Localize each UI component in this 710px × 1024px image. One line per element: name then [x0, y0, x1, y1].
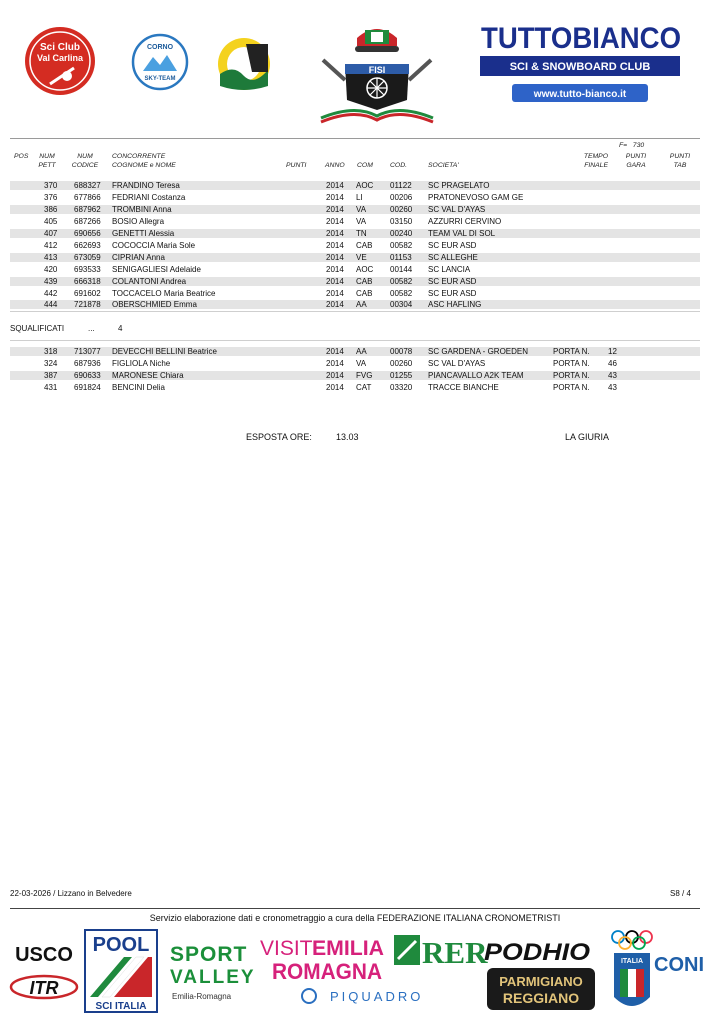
pett: 370 [44, 181, 58, 190]
codice: 690656 [74, 229, 101, 238]
squalificati-label: SQUALIFICATI [10, 324, 65, 333]
porta: 43 [608, 371, 617, 380]
pett: 412 [44, 241, 58, 250]
com: VA [356, 205, 367, 214]
com: CAT [356, 383, 372, 392]
pett: 318 [44, 347, 58, 356]
piquadro-text: PIQUADRO [330, 989, 424, 1004]
val-carlina-line2: Val Carlina [36, 53, 84, 63]
com: AA [356, 300, 367, 309]
itr-text: ITR [29, 978, 59, 998]
cod: 00260 [390, 205, 413, 214]
codice: 690633 [74, 371, 101, 380]
table-row [10, 265, 700, 274]
pool-text: POOL [92, 934, 150, 956]
codice: 662693 [74, 241, 101, 250]
tuttobianco-subtitle: SCI & SNOWBOARD CLUB [509, 61, 651, 73]
motivo: PORTA N. [553, 359, 590, 368]
societa: SC LANCIA [428, 265, 471, 274]
italia-text: ITALIA [620, 958, 644, 965]
visit-text: VISIT [260, 937, 313, 960]
porta: 46 [608, 359, 617, 368]
results-divider [10, 311, 700, 312]
squalificati-count: 4 [118, 324, 123, 333]
romagna-text: ROMAGNA [272, 959, 383, 984]
anno: 2014 [326, 300, 344, 309]
table-row [10, 181, 700, 190]
cod: 00582 [390, 241, 413, 250]
com: LI [356, 193, 363, 202]
col-punti: PUNTI [286, 162, 307, 169]
footer-divider [10, 908, 700, 909]
codice: 673059 [74, 253, 101, 262]
com: CAB [356, 241, 373, 250]
header-logos [0, 0, 710, 130]
tuttobianco-url: www.tutto-bianco.it [533, 89, 627, 100]
sun-mountain-logo [216, 34, 272, 92]
col-punti-tab-l1: PUNTI [669, 153, 691, 160]
nome: FEDRIANI Costanza [112, 193, 186, 202]
pool-sci-italia-logo [84, 929, 158, 1013]
col-num-codice [68, 152, 102, 170]
anno: 2014 [326, 347, 344, 356]
societa: PRATONEVOSO GAM GE [428, 193, 524, 202]
col-tempo-l2: FINALE [584, 162, 608, 169]
col-punti-gara [621, 152, 651, 170]
table-row [10, 359, 700, 368]
la-giuria: LA GIURIA [565, 432, 610, 442]
coni-text: CONI [654, 954, 704, 976]
fisi-label: FISI [368, 65, 386, 75]
sponsor-logos [0, 925, 710, 1024]
anno: 2014 [326, 359, 344, 368]
col-concorrente-l2: COGNOME e NOME [112, 162, 176, 169]
nome: DEVECCHI BELLINI Beatrice [112, 347, 217, 356]
col-anno: ANNO [325, 162, 345, 169]
anno: 2014 [326, 193, 344, 202]
cod: 00304 [390, 300, 413, 309]
pett: 431 [44, 383, 58, 392]
piquadro-logo [300, 987, 480, 1005]
sport-valley-logo [166, 935, 258, 1005]
cod: 01153 [390, 253, 412, 262]
col-societa: SOCIETA' [428, 162, 459, 169]
page-number: S8 / 4 [670, 889, 691, 898]
table-row [10, 289, 700, 298]
val-carlina-line1: Sci Club [39, 42, 81, 53]
pett: 376 [44, 193, 58, 202]
pett: 387 [44, 371, 58, 380]
nome: OBERSCHMIED Emma [112, 300, 197, 309]
societa: SC GARDENA - GROEDEN [428, 347, 529, 356]
table-row [10, 205, 700, 214]
societa: SC EUR ASD [428, 289, 477, 298]
com: TN [356, 229, 367, 238]
podhio-text: PODHIO [484, 939, 591, 966]
cod: 00582 [390, 277, 413, 286]
anno: 2014 [326, 383, 344, 392]
col-com: COM [357, 162, 373, 169]
sport-text: SPORT [170, 943, 248, 966]
col-num-pett-l1: NUM [39, 153, 55, 160]
codice: 687266 [74, 217, 101, 226]
societa: PIANCAVALLO A2K TEAM [428, 371, 524, 380]
cod: 03320 [390, 383, 413, 392]
anno: 2014 [326, 253, 344, 262]
anno: 2014 [326, 229, 344, 238]
com: AA [356, 347, 367, 356]
pett: 444 [44, 300, 58, 309]
porta: 12 [608, 347, 617, 356]
motivo: PORTA N. [553, 371, 590, 380]
pett: 386 [44, 205, 58, 214]
val-carlina-logo [22, 24, 98, 98]
sci-italia-text: SCI ITALIA [95, 1001, 147, 1012]
esposta-time: 13.03 [336, 432, 359, 442]
cod: 00582 [390, 289, 413, 298]
date-place: 22-03-2026 / Lizzano in Belvedere [10, 889, 132, 898]
societa: SC EUR ASD [428, 241, 477, 250]
f-value: 730 [632, 142, 645, 149]
col-tempo [572, 152, 608, 170]
cod: 00144 [390, 265, 413, 274]
fisi-logo [315, 20, 439, 122]
societa: SC VAL D'AYAS [428, 205, 486, 214]
table-row [10, 241, 700, 250]
nome: GENETTI Alessia [112, 229, 175, 238]
com: FVG [356, 371, 373, 380]
table-row [10, 277, 700, 286]
usco-itr-logo [8, 935, 80, 1015]
col-punti-tab [665, 152, 695, 170]
tuttobianco-logo [476, 18, 686, 106]
com: AOC [356, 181, 374, 190]
nome: MARONESE Chiara [112, 371, 184, 380]
anno: 2014 [326, 371, 344, 380]
nome: COCOCCIA Maria Sole [112, 241, 196, 250]
dsq-divider [10, 340, 700, 341]
table-row [10, 193, 700, 202]
nome: CIPRIAN Anna [112, 253, 165, 262]
col-cod: COD. [390, 162, 407, 169]
porta: 43 [608, 383, 617, 392]
com: VA [356, 217, 367, 226]
nome: SENIGAGLIESI Adelaide [112, 265, 201, 274]
squalificati-dots: ... [88, 324, 95, 333]
valley-text: VALLEY [170, 967, 256, 988]
motivo: PORTA N. [553, 347, 590, 356]
societa: AZZURRI CERVINO [428, 217, 502, 226]
nome: COLANTONI Andrea [112, 277, 187, 286]
pett: 405 [44, 217, 58, 226]
anno: 2014 [326, 205, 344, 214]
emilia-text: EMILIA [312, 937, 384, 960]
corno-line1: CORNO [146, 44, 174, 51]
societa: SC ALLEGHE [428, 253, 478, 262]
codice: 666318 [74, 277, 101, 286]
rer-logo [392, 931, 488, 971]
anno: 2014 [326, 277, 344, 286]
pett: 324 [44, 359, 58, 368]
col-punti-tab-l2: TAB [673, 162, 687, 169]
com: VA [356, 359, 367, 368]
cod: 00078 [390, 347, 413, 356]
com: CAB [356, 277, 373, 286]
nome: TROMBINI Anna [112, 205, 172, 214]
codice: 687962 [74, 205, 101, 214]
table-row [10, 229, 700, 238]
col-num-pett [36, 152, 58, 170]
societa: TRACCE BIANCHE [428, 383, 499, 392]
parmigiano-text: PARMIGIANO [499, 974, 583, 989]
cod: 00260 [390, 359, 413, 368]
reggiano-text: REGGIANO [502, 990, 580, 1006]
codice: 693533 [74, 265, 101, 274]
pett: 420 [44, 265, 58, 274]
table-row [10, 300, 700, 309]
codice: 721878 [74, 300, 101, 309]
table-row [10, 371, 700, 380]
col-pos: POS [14, 153, 29, 160]
f-label: F= [619, 142, 628, 149]
pett: 407 [44, 229, 58, 238]
table-row [10, 383, 700, 392]
service-credit: Servizio elaborazione dati e cronometraggio a cura della FEDERAZIONE ITALIANA CRONOMETRISTI [149, 913, 561, 923]
com: VE [356, 253, 367, 262]
col-tempo-l1: TEMPO [583, 153, 608, 160]
cod: 03150 [390, 217, 413, 226]
nome: TOCCACELO Maria Beatrice [112, 289, 216, 298]
pett: 413 [44, 253, 58, 262]
com: CAB [356, 289, 373, 298]
cod: 01122 [390, 181, 412, 190]
com: AOC [356, 265, 374, 274]
codice: 677866 [74, 193, 101, 202]
codice: 691602 [74, 289, 101, 298]
anno: 2014 [326, 181, 344, 190]
codice: 687936 [74, 359, 101, 368]
nome: FRANDINO Teresa [112, 181, 180, 190]
pett: 439 [44, 277, 58, 286]
motivo: PORTA N. [553, 383, 590, 392]
societa: TEAM VAL DI SOL [428, 229, 496, 238]
col-num-pett-l2: PETT [38, 162, 56, 169]
col-punti-gara-l1: PUNTI [625, 153, 647, 160]
societa: ASC HAFLING [428, 300, 482, 309]
table-row [10, 347, 700, 356]
cod: 01255 [390, 371, 413, 380]
table-row [10, 253, 700, 262]
esposta-label: ESPOSTA ORE: [246, 432, 312, 442]
rer-text: RER [422, 935, 488, 970]
anno: 2014 [326, 241, 344, 250]
col-punti-gara-l2: GARA [626, 162, 646, 169]
header-divider [10, 138, 700, 139]
corno-sky-team-logo [131, 33, 189, 91]
codice: 691824 [74, 383, 101, 392]
nome: BENCINI Delia [112, 383, 165, 392]
emilia-romagna-text: Emilia-Romagna [172, 992, 232, 1001]
codice: 688327 [74, 181, 101, 190]
parmigiano-reggiano-logo [486, 967, 596, 1011]
podhio-logo [482, 937, 594, 965]
col-num-codice-l2: CODICE [71, 162, 99, 169]
visit-emilia-romagna-logo [258, 931, 388, 987]
anno: 2014 [326, 265, 344, 274]
codice: 713077 [74, 347, 101, 356]
corno-line2: SKY-TEAM [144, 76, 176, 82]
coni-italia-logo [608, 927, 706, 1019]
col-num-codice-l1: NUM [77, 153, 93, 160]
col-concorrente-l1: CONCORRENTE [112, 153, 166, 160]
cod: 00206 [390, 193, 413, 202]
nome: BOSIO Allegra [112, 217, 165, 226]
pett: 442 [44, 289, 58, 298]
anno: 2014 [326, 217, 344, 226]
cod: 00240 [390, 229, 413, 238]
tuttobianco-title: TUTTOBIANCO [481, 22, 681, 55]
societa: SC PRAGELATO [428, 181, 490, 190]
col-concorrente [112, 152, 176, 170]
table-row [10, 217, 700, 226]
usco-text: USCO [15, 944, 73, 966]
societa: SC EUR ASD [428, 277, 477, 286]
f-factor [619, 141, 644, 150]
anno: 2014 [326, 289, 344, 298]
societa: SC VAL D'AYAS [428, 359, 486, 368]
nome: FIGLIOLA Niche [112, 359, 171, 368]
